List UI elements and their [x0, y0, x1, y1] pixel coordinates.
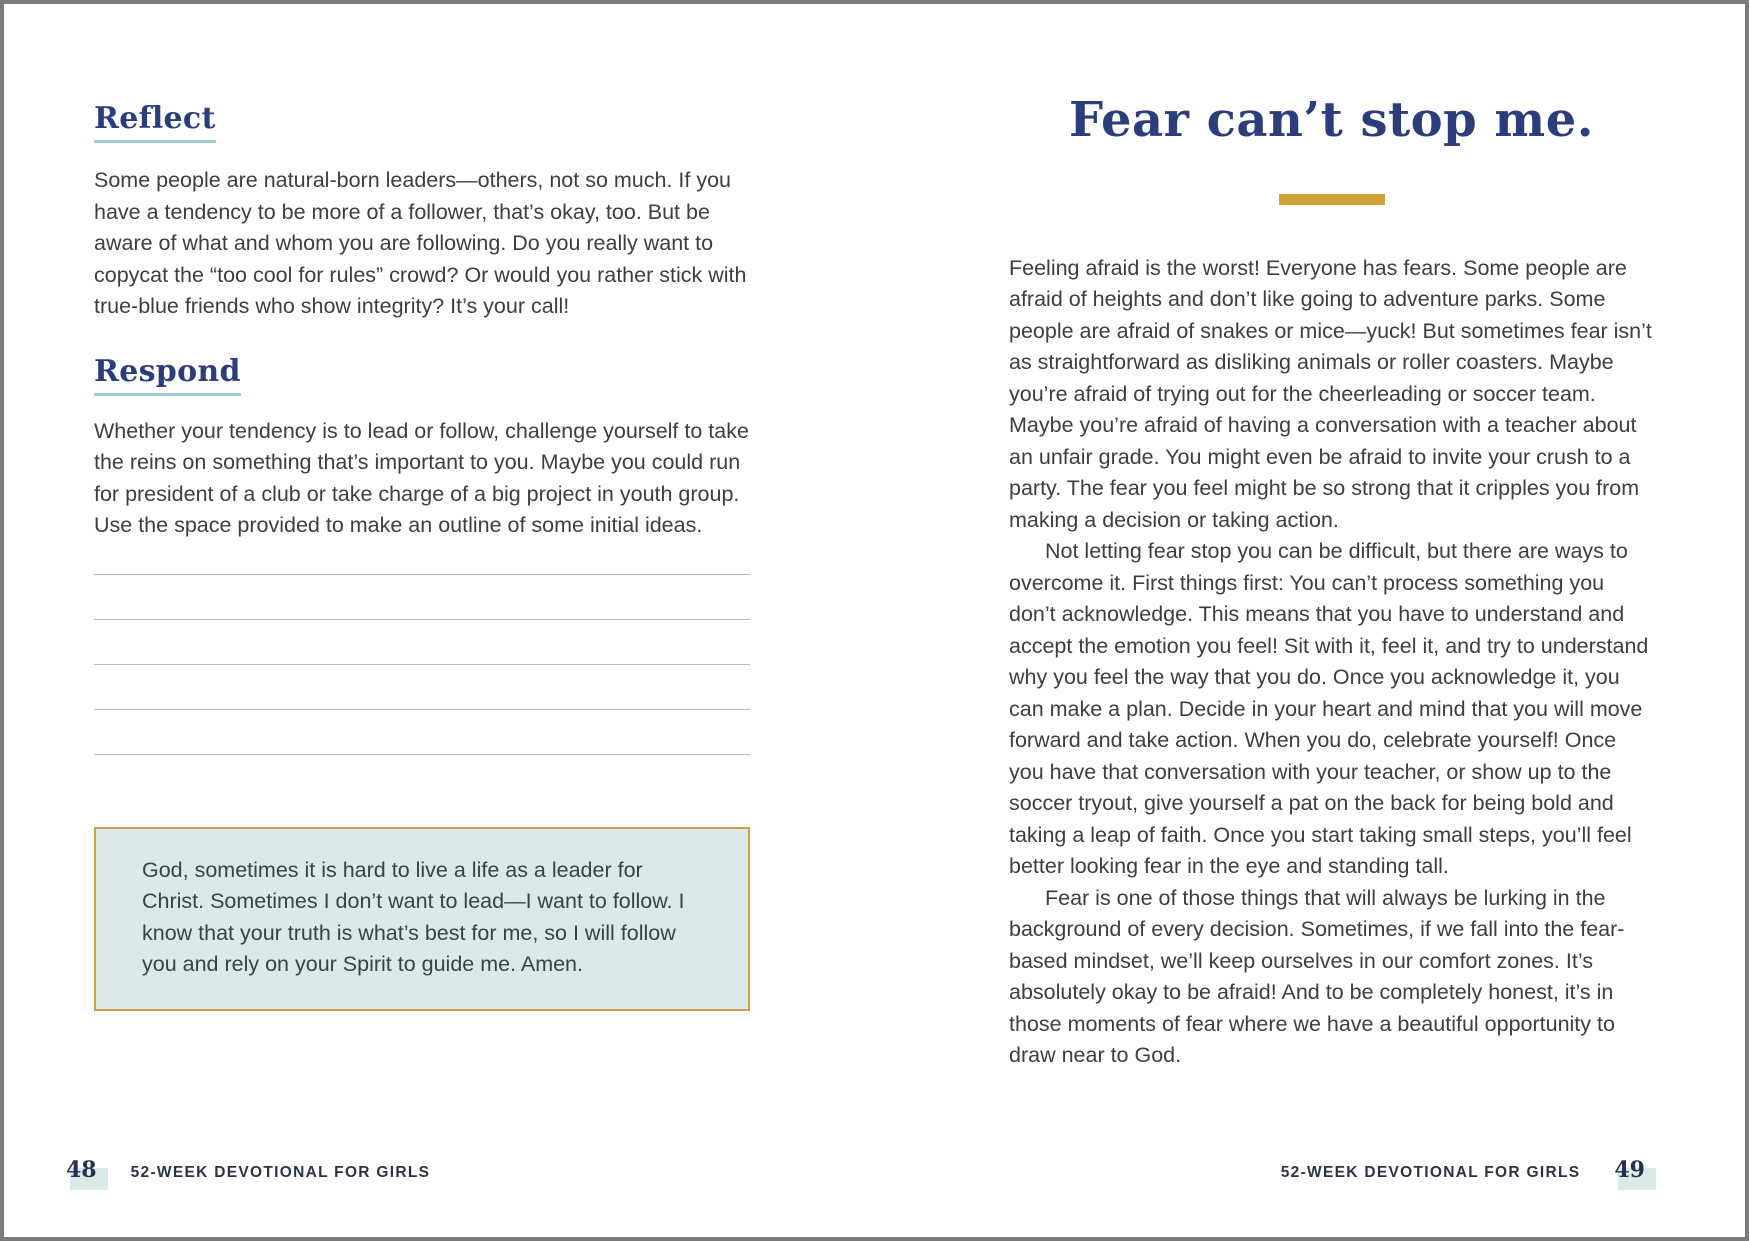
respond-paragraph: Whether your tendency is to lead or follow, challenge yourself to take the reins on something that’s important to you. Maybe you could run for president of a club or take charge of a big project in youth group. Use the space provided to make an outline of some initial ideas. [94, 418, 749, 537]
writing-line [94, 710, 750, 755]
devotional-paragraph: Feeling afraid is the worst! Everyone has fears. Some people are afraid of heights and don’t like going to adventure parks. Some people are afraid of snakes or mice—yuck! But sometimes fear isn’t as straightforward as disliking animals or roller coasters. Maybe you’re afraid of trying out for the cheerleading or soccer team. Maybe you’re afraid of having a conversation with a teacher about an unfair grade. You might even be afraid to invite your crush to a party. The fear you feel might be so strong that it cripples you from making a decision or taking action. [1009, 255, 1652, 532]
reflect-heading [94, 4, 750, 143]
respond-heading-text: Respond [94, 357, 241, 396]
running-title: 52-WEEK DEVOTIONAL FOR GIRLS [130, 1164, 431, 1181]
writing-line [94, 575, 750, 620]
writing-line [94, 665, 750, 710]
writing-line [94, 620, 750, 665]
respond-heading [94, 323, 750, 396]
left-page [94, 4, 750, 1011]
gold-divider [1279, 194, 1385, 205]
right-page [1009, 4, 1654, 1072]
devotional-paragraph: Fear is one of those things that will always be lurking in the background of every decision. Sometimes, if we fall into the fear-based mindset, we’ll keep ourselves in our comfort zones. It’s absolutely okay to be afraid! And to be completely honest, it’s in those moments of fear where we have a beautiful opportunity to draw near to God. [1009, 885, 1625, 1068]
reflect-paragraph: Some people are natural-born leaders—others, not so much. If you have a tendency to be more of a follower, that’s okay, too. But be aware of what and whom you are following. Do you really want to copycat the “too cool for rules” crowd? Or would you rather stick with true-blue friends who show integrity? It’s your call! [94, 168, 747, 318]
left-page-footer [66, 1157, 430, 1183]
writing-lines [94, 530, 750, 755]
reflect-heading-text: Reflect [94, 104, 216, 143]
running-title: 52-WEEK DEVOTIONAL FOR GIRLS [1280, 1164, 1581, 1181]
prayer-box [94, 827, 750, 1011]
right-page-footer [1281, 1157, 1645, 1183]
devotional-paragraph: Not letting fear stop you can be difficult, but there are ways to overcome it. First things first: You can’t process something you don’t acknowledge. This means that you have to understand and accept the emotion you feel! Sit with it, feel it, and try to understand why you feel the way that you do. Once you acknowledge it, you can make a plan. Decide in your heart and mind that you will move forward and take action. When you do, celebrate yourself! Once you have that conversation with your teacher, or show up to the soccer tryout, give yourself a pat on the back for being bold and taking a leap of faith. Once you start taking small steps, you’ll feel better looking fear in the eye and standing tall. [1009, 539, 1649, 879]
prayer-text: God, sometimes it is hard to live a life as a leader for Christ. Sometimes I don’t want to lead—I want to follow. I know that your truth is what’s best for me, so I will follow you and rely on your Spirit to guide me. Amen. [142, 857, 685, 976]
left-page-number: 48 [66, 1157, 97, 1183]
chapter-title: Fear can’t stop me. [1069, 92, 1594, 148]
right-page-number: 49 [1614, 1157, 1645, 1183]
